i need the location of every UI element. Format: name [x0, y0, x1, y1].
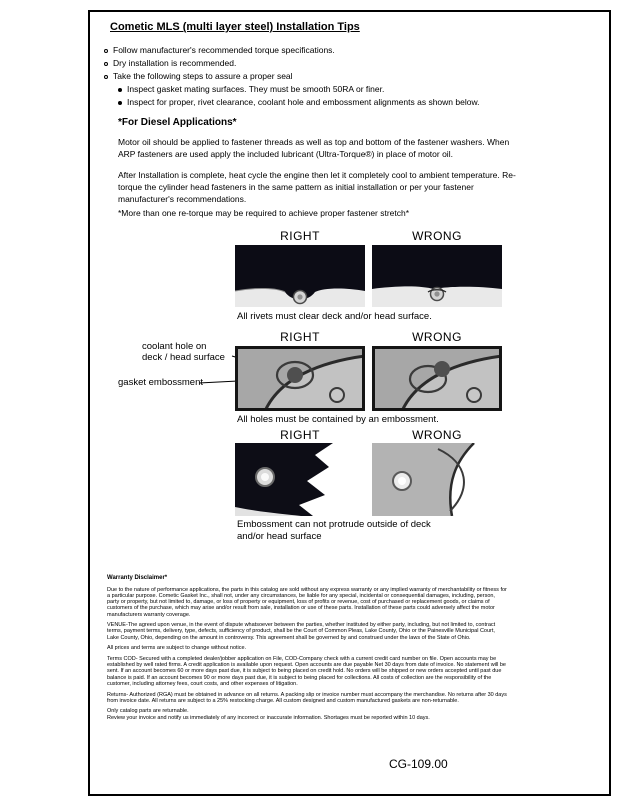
bullet-icon [104, 75, 108, 79]
legal-paragraph: All prices and terms are subject to change without notice. [107, 645, 247, 652]
row3-caption [237, 519, 431, 543]
embossment-right-diagram [235, 346, 365, 411]
diesel-paragraph-2: After Installation is complete, heat cycle the engine then let it completely cool to ambient temperature. Re-torque the cylinder head fasteners in the same pattern as initial installation or per your fastener manufacturer's recommendations. [118, 170, 516, 204]
bullet-icon [118, 88, 122, 92]
diesel-paragraph-1: Motor oil should be applied to fastener threads as well as top and bottom of the fastener washers. When ARP fasteners are used apply the included lubricant (Ultra-Torque®) in place of motor oil. [118, 137, 510, 159]
list-item-text: Dry installation is recommended. [113, 58, 237, 68]
wrong-label-row1: WRONG [412, 229, 462, 243]
legal-paragraph: Due to the nature of performance applications, the parts in this catalog are sold without any express warranty or any implied warranty of merchantability or fitness for a particular purpose. Cometic Gasket Inc., shall not, under any circumstances, be liable for any special, incidental or consequential damages, including, person, party or property, but not limited to, damage, or loss of property or equipment, loss of profits or revenue, cost of purchased or replacement goods, or claims of customers of the purchase, which may arise and/or result from sale, installation or use of these parts. Installation of these parts could adversely affect the motor manufacturers warranty coverage. [107, 586, 507, 618]
list-item-text: Take the following steps to assure a proper seal [113, 71, 293, 81]
legal-paragraph: Only catalog parts are returnable. [107, 708, 189, 715]
legal-paragraph: Review your invoice and notify us immediately of any incorrect or inaccurate information. Shortages must be reported within 10 days. [107, 715, 430, 722]
annotation-line: coolant hole on [142, 341, 207, 352]
protrusion-right-diagram [235, 443, 365, 516]
row2-caption: All holes must be contained by an embossment. [237, 414, 439, 425]
right-label-row3: RIGHT [280, 428, 320, 442]
page-title: Cometic MLS (multi layer steel) Installation Tips [110, 21, 360, 33]
row1-caption: All rivets must clear deck and/or head surface. [237, 311, 432, 322]
gasket-embossment-annotation: gasket embossment [118, 377, 204, 388]
document-number: CG-109.00 [389, 757, 448, 771]
caption-line: and/or head surface [237, 531, 322, 542]
list-sub-item [118, 83, 594, 96]
annotation-line: deck / head surface [142, 352, 225, 363]
right-label-row2: RIGHT [280, 330, 320, 344]
list-item-text: Inspect gasket mating surfaces. They must be smooth 50RA or finer. [127, 84, 385, 94]
list-sub-item [118, 96, 594, 109]
bullet-icon [104, 49, 108, 53]
retorque-note: *More than one re-torque may be required to achieve proper fastener stretch* [118, 208, 410, 218]
embossment-wrong-diagram [372, 346, 502, 411]
bullet-icon [118, 101, 122, 105]
legal-paragraph: Returns- Authorized (RGA) must be obtained in advance on all returns. A packing slip or invoice number must accompany the merchandise. No returns after 30 days from invoice date. All returns are subject to a 25% restocking charge. All custom designed and custom manufactured gaskets are non-returnable. [107, 691, 507, 704]
rivet-wrong-diagram [372, 245, 502, 307]
wrong-label-row3: WRONG [412, 428, 462, 442]
rivet-right-diagram [235, 245, 365, 307]
list-item [104, 70, 594, 83]
list-item-text: Inspect for proper, rivet clearance, coolant hole and embossment alignments as shown below. [127, 97, 480, 107]
list-item-text: Follow manufacturer's recommended torque specifications. [113, 45, 335, 55]
installation-tips-list [104, 44, 594, 109]
warranty-disclaimer [107, 575, 507, 726]
bullet-icon [104, 62, 108, 66]
warranty-disclaimer-heading: Warranty Disclaimer* [107, 575, 168, 581]
wrong-label-row2: WRONG [412, 330, 462, 344]
caption-line: Embossment can not protrude outside of deck [237, 519, 431, 530]
legal-paragraph: Terms COD- Secured with a completed dealer/jobber application on File, COD-Company check with a current credit card number on file. Open accounts may be established by well rated firms. A credit application is available upon request. Open accounts are due payable Net 30 days from date of invoice. No statement will be sent. If an account becomes 60 or more days past due, it is subject to being placed on credit hold. No orders will be shipped or new orders accepted until past due balance is paid. If an account becomes 90 or more days past due, it is subject to being placed for collections. All costs of collection are the responsibility of the customer, including attorney fees, court costs, and other expenses of litigation. [107, 656, 506, 687]
protrusion-wrong-diagram [372, 443, 502, 516]
right-label-row1: RIGHT [280, 229, 320, 243]
list-item [104, 57, 594, 70]
legal-paragraph: VENUE-The agreed upon venue, in the event of dispute whatsoever between the parties, whether instituted by either party, including, but not limited to, contract terms, payment terms, delivery, type, defects, sufficiency of product, shall be the Court of Common Pleas, Lake County, Ohio or the Painesville Municipal Court, Lake County, Ohio, depending on the amount in controversy. This agreement shall be governed by and construed under the laws of the State of Ohio. [107, 622, 496, 641]
list-item [104, 44, 594, 57]
diesel-applications-heading: *For Diesel Applications* [118, 117, 237, 128]
